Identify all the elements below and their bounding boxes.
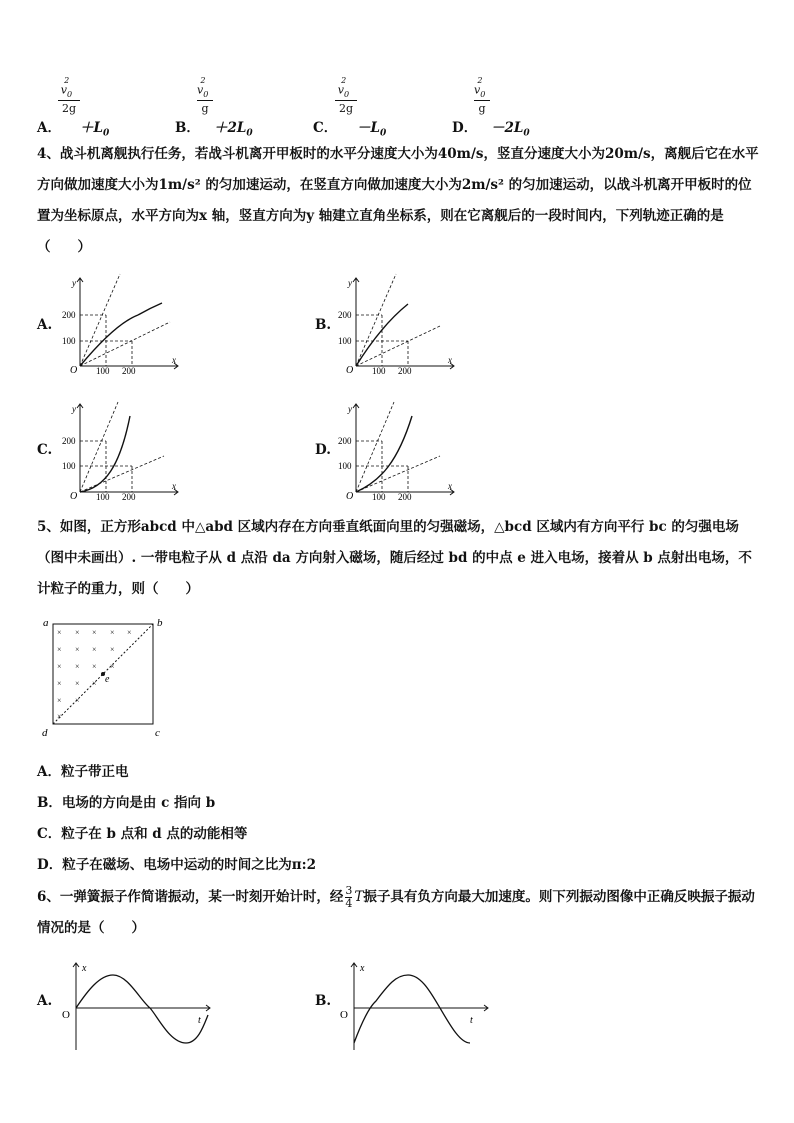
svg-text:×: × [57,679,62,688]
y-axis-label: y [348,278,352,288]
y-tick-200: 200 [62,310,76,320]
q3-a-tail: $+L_0$ [80,120,110,139]
point-b-label: b [157,617,163,629]
svg-text:×: × [110,662,115,671]
y-tick-100: 100 [338,336,352,346]
svg-text:×: × [75,679,80,688]
y-tick-100: 100 [62,461,76,471]
t-axis-label: t [470,1015,473,1026]
q6-graph-b [336,955,496,1055]
q3-c-tail: $-L_0$ [357,120,387,139]
point-c-label: c [155,727,160,739]
q5-option-a[interactable]: A．粒子带正电 [37,764,129,780]
q4-option-b[interactable]: B. [315,317,332,333]
y-tick-200: 200 [338,436,352,446]
q3-d-fraction: $v_0^2$ g [474,82,490,115]
svg-text:×: × [57,712,62,721]
x-tick-100: 100 [372,492,386,501]
svg-text:×: × [92,645,97,654]
x-axis-label: x [172,355,176,365]
x-axis-label: x [172,481,176,491]
y-axis-label: y [72,404,76,414]
q3-b-fraction: $v_0^2$ g [197,82,213,115]
y-tick-200: 200 [62,436,76,446]
q3-c-fraction: $v_0^2$ 2g [335,82,357,115]
svg-text:×: × [92,662,97,671]
svg-text:×: × [110,645,115,654]
svg-text:×: × [57,696,62,705]
x-axis-label: x [82,963,87,974]
q6-text-after: 振子具有负方向最大加速度。则下列振动图像中正确反映振子振动情况的是（ ） [37,889,755,936]
y-tick-100: 100 [62,336,76,346]
q3-d-tail: $-2L_0$ [491,120,530,139]
q4-option-a[interactable]: A. [37,317,53,333]
q5-option-d[interactable]: D．粒子在磁场、电场中运动的时间之比为π:2 [37,857,316,873]
origin-label: O [62,1009,70,1021]
q3-option-c[interactable]: C． [313,120,338,136]
q6-graph-a [58,955,218,1055]
q5-option-b[interactable]: B．电场的方向是由 c 指向 b [37,795,216,811]
q4-option-d[interactable]: D. [315,442,331,458]
svg-text:×: × [92,628,97,637]
x-tick-200: 200 [398,366,412,375]
origin-label: O [346,365,354,375]
q5-option-c[interactable]: C．粒子在 b 点和 d 点的动能相等 [37,826,248,842]
svg-text:×: × [75,628,80,637]
y-tick-200: 200 [338,310,352,320]
q4-graph-c [60,396,190,501]
svg-text:×: × [57,645,62,654]
q3-option-b[interactable]: B． [175,120,200,136]
svg-text:×: × [75,662,80,671]
origin-label: O [70,491,78,501]
y-tick-100: 100 [338,461,352,471]
q5-question-text: 5、如图，正方形abcd 中△abd 区域内存在方向垂直纸面向里的匀强磁场，△bcd 区域内有方向平行 bc 的匀强电场（图中未画出）. 一带电粒子从 d 点沿 da 方向射入磁场，随后经过 bd 的中点 e 进入电场，接着从 b 点射出电场，不计粒子的重力，则（ ） [37,519,752,597]
point-d-label: d [42,727,48,739]
q3-option-d[interactable]: D． [452,120,478,136]
x-tick-100: 100 [96,492,110,501]
q6-option-b[interactable]: B. [315,993,332,1009]
svg-text:×: × [57,628,62,637]
svg-text:×: × [57,662,62,671]
t-axis-label: t [198,1015,201,1026]
y-axis-label: y [72,278,76,288]
q3-a-fraction: $v_0^2$ 2g [58,82,80,115]
point-a-label: a [43,617,49,629]
q3-option-a[interactable]: A． [37,120,61,136]
x-axis-label: x [448,355,452,365]
q3-b-tail: $+2L_0$ [214,120,253,139]
q4-graph-d [336,396,466,501]
q6-text-before: 6、一弹簧振子作简谐振动，某一时刻开始计时，经 [37,889,344,905]
svg-text:×: × [127,628,132,637]
svg-text:×: × [92,679,97,688]
svg-text:×: × [110,628,115,637]
origin-label: O [346,491,354,501]
x-axis-label: x [448,481,452,491]
q4-graph-b [336,270,466,375]
q5-square-figure [38,614,168,742]
y-axis-label: y [348,404,352,414]
svg-text:×: × [75,696,80,705]
origin-label: O [70,365,78,375]
q6-option-a[interactable]: A. [37,993,53,1009]
x-tick-200: 200 [398,492,412,501]
q4-option-c[interactable]: C. [37,442,53,458]
svg-text:×: × [75,645,80,654]
q4-question-text: 4、战斗机离舰执行任务，若战斗机离开甲板时的水平分速度大小为40m/s，竖直分速度大小为20m/s，离舰后它在水平方向做加速度大小为1m/s² 的匀加速运动，在竖直方向做加速度大小为2m/s² 的匀加速运动，以战斗机离开甲板时的位置为坐标原点，水平方向为x 轴，竖直方向为y 轴建立直角坐标系，则在它离舰后的一段时间内，下列轨迹正确的是（ ） [37,146,759,255]
point-e-label: e [105,674,110,685]
x-tick-100: 100 [96,366,110,375]
x-tick-200: 200 [122,366,136,375]
q6-fraction: $\frac{3}{4}$ [345,884,353,910]
q6-period-symbol: T [354,889,364,905]
origin-label: O [340,1009,348,1021]
q6-question-text [37,882,759,944]
x-axis-label: x [360,963,365,974]
x-tick-100: 100 [372,366,386,375]
q4-graph-a [60,270,190,375]
x-tick-200: 200 [122,492,136,501]
